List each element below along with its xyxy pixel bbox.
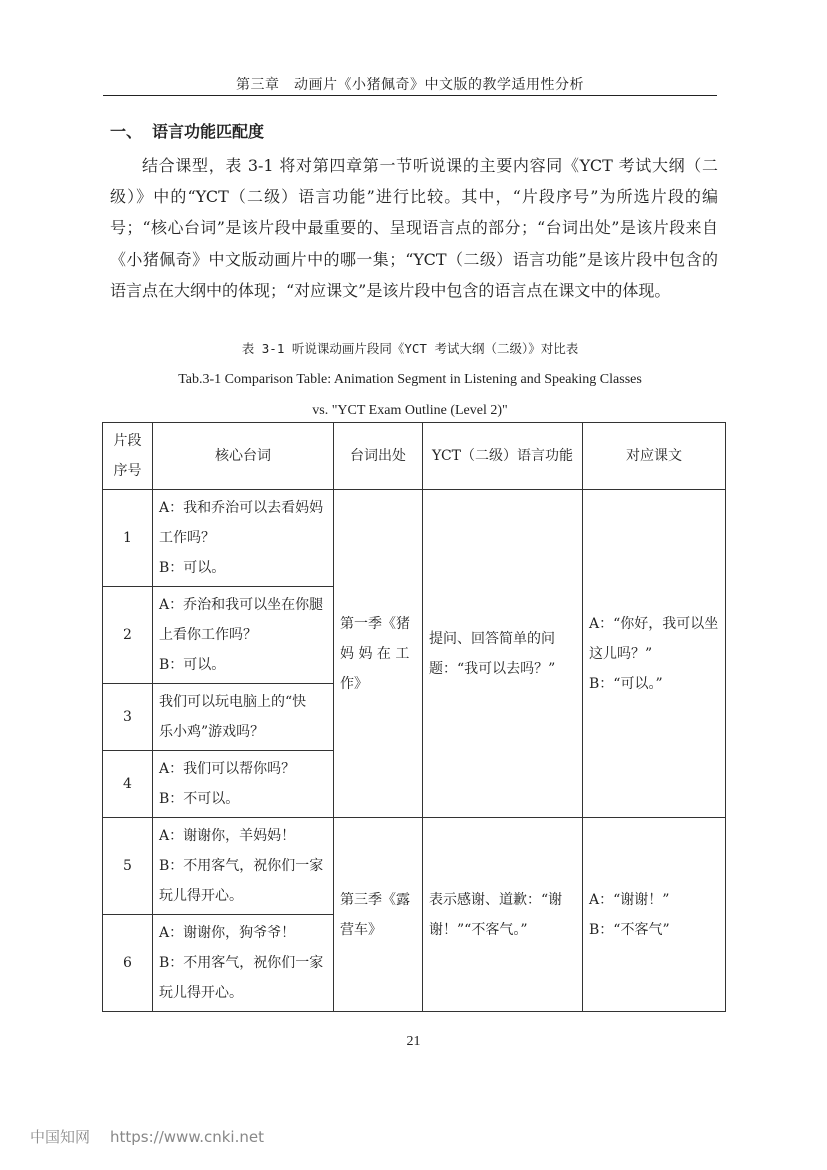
segment-no-cell: 3 <box>103 684 153 751</box>
body-paragraph: 结合课型，表 3-1 将对第四章第一节听说课的主要内容同《YCT 考试大纲（二级）》中的“YCT（二级）语言功能”进行比较。其中，“片段序号”为所选片段的编号；“核心台词”是该片段中最重要的、呈现语言点的部分；“台词出处”是该片段来自《小猪佩奇》中文版动画片中的哪一集；“YCT（二级）语言功能”是该片段中包含的语言点在大纲中的体现；“对应课文”是该片段中包含的语言点在课文中的体现。 <box>110 156 718 300</box>
table-header-row <box>103 423 726 490</box>
core-lines-cell <box>153 684 334 751</box>
source-cell <box>334 818 423 1012</box>
table-caption-cn: 表 3-1 听说课动画片段同《YCT 考试大纲（二级）》对比表 <box>241 341 579 356</box>
segment-no-cell: 2 <box>103 587 153 684</box>
cnki-watermark <box>30 1126 264 1147</box>
core-lines-cell <box>153 915 334 1012</box>
line: A：谢谢你，狗爷爷！ <box>159 925 296 941</box>
line: B：不可以。 <box>159 791 240 807</box>
page-number: 21 <box>406 1034 421 1049</box>
line: 作》 <box>340 675 368 692</box>
table-row <box>103 490 726 587</box>
line: 第一季《猪 <box>340 615 410 632</box>
segment-no-cell: 4 <box>103 751 153 818</box>
line: B：“不客气” <box>589 921 670 938</box>
line: 妈 妈 在 工 <box>340 645 410 662</box>
line: 工作吗？ <box>159 530 215 546</box>
header-segment-no <box>103 423 153 490</box>
line: 提问、回答简单的问 <box>429 630 555 647</box>
header-segment-no-line2: 序号 <box>113 463 142 479</box>
line: B：不用客气，祝你们一家 <box>159 955 324 971</box>
header-lesson-text: 对应课文 <box>583 423 726 490</box>
line: 营车》 <box>340 921 382 938</box>
source-cell <box>334 490 423 818</box>
line: 第三季《露 <box>340 891 410 908</box>
yct-function-cell <box>423 818 583 1012</box>
header-source: 台词出处 <box>334 423 423 490</box>
header-rule <box>103 95 717 96</box>
line: 我们可以玩电脑上的“快 <box>159 694 307 710</box>
line: A：“你好，我可以坐 <box>589 615 719 632</box>
core-lines-cell <box>153 751 334 818</box>
lesson-text-cell <box>583 490 726 818</box>
segment-no-cell: 1 <box>103 490 153 587</box>
line: A：我和乔治可以去看妈妈 <box>159 500 324 516</box>
table-row <box>103 818 726 915</box>
segment-no-cell: 5 <box>103 818 153 915</box>
table-caption-en-line1: Tab.3-1 Comparison Table: Animation Segment in Listening and Speaking Classes <box>178 372 642 387</box>
line: 玩儿得开心。 <box>159 888 243 904</box>
line: 这儿吗？” <box>589 645 653 662</box>
section-title: 语言功能匹配度 <box>152 122 265 141</box>
header-yct-function: YCT（二级）语言功能 <box>423 423 583 490</box>
section-heading <box>110 119 264 142</box>
header-core-lines: 核心台词 <box>153 423 334 490</box>
line: 乐小鸡”游戏吗？ <box>159 724 265 740</box>
line: 上看你工作吗？ <box>159 627 257 643</box>
line: 题：“我可以去吗？” <box>429 660 556 677</box>
line: B：不用客气，祝你们一家 <box>159 858 324 874</box>
yct-function-cell <box>423 490 583 818</box>
lesson-text-cell <box>583 818 726 1012</box>
section-number: 一、 <box>110 122 143 141</box>
core-lines-cell <box>153 818 334 915</box>
line: A：“谢谢！” <box>589 891 670 908</box>
table-caption-en-line2: vs. "YCT Exam Outline (Level 2)" <box>312 403 508 418</box>
running-header: 第三章 动画片《小猪佩奇》中文版的教学适用性分析 <box>236 77 584 93</box>
line: B：“可以。” <box>589 675 663 692</box>
header-segment-no-line1: 片段 <box>113 433 142 449</box>
line: 谢！”“不客气。” <box>429 921 528 938</box>
comparison-table <box>102 422 726 1012</box>
segment-no-cell: 6 <box>103 915 153 1012</box>
line: A：谢谢你，羊妈妈！ <box>159 828 296 844</box>
line: 玩儿得开心。 <box>159 985 243 1001</box>
line: 表示感谢、道歉：“谢 <box>429 891 563 908</box>
line: A：乔治和我可以坐在你腿 <box>159 597 324 613</box>
line: B：可以。 <box>159 560 226 576</box>
core-lines-cell <box>153 587 334 684</box>
core-lines-cell <box>153 490 334 587</box>
line: A：我们可以帮你吗？ <box>159 761 296 777</box>
line: B：可以。 <box>159 657 226 673</box>
watermark-site: 中国知网 <box>30 1128 91 1146</box>
watermark-url: https://www.cnki.net <box>110 1128 264 1146</box>
